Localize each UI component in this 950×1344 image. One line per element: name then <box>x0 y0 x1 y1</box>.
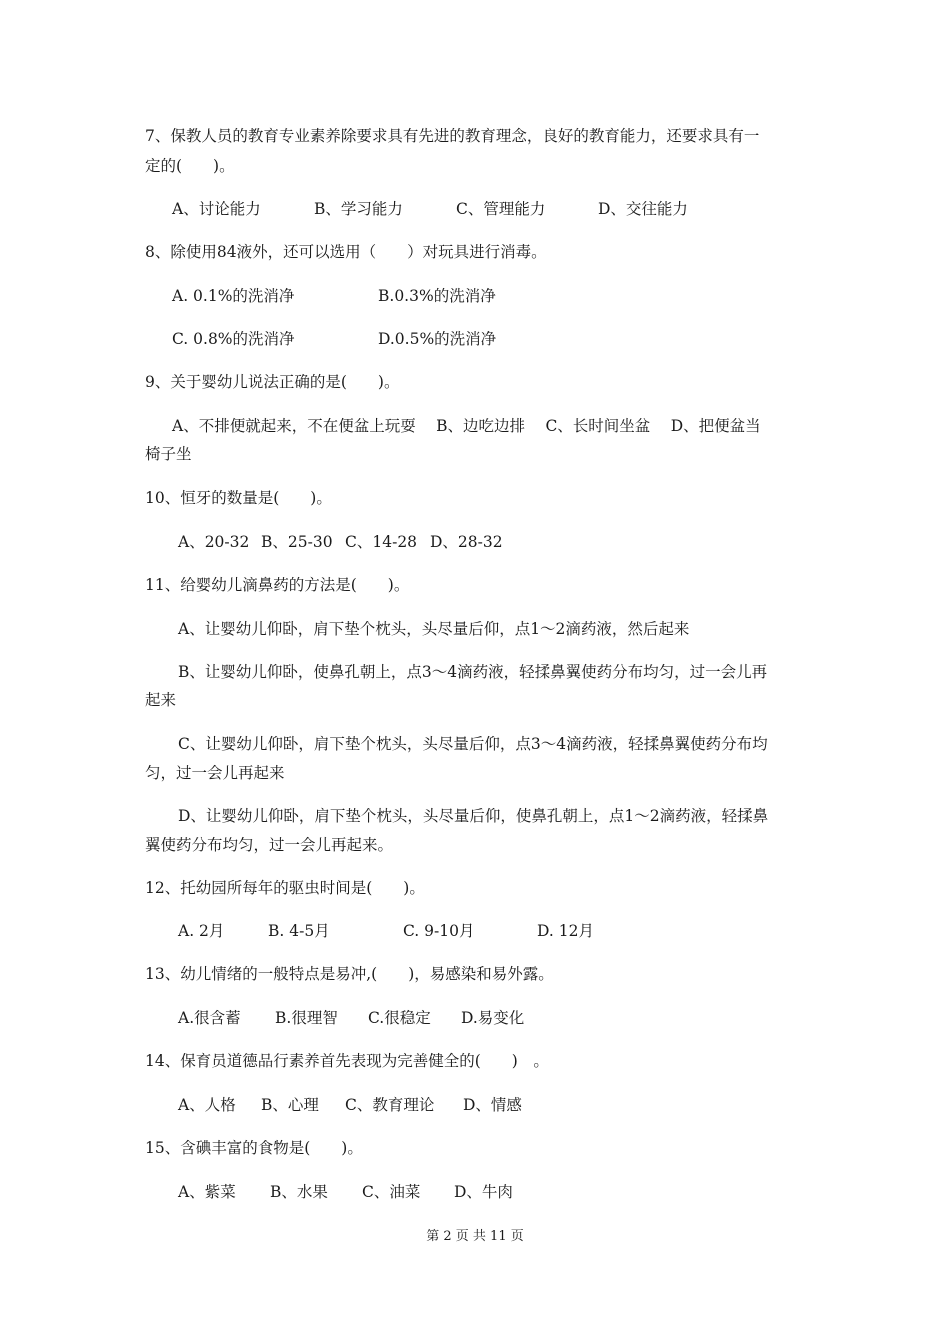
option-b: B. 4-5月 <box>268 922 330 940</box>
option-a: A. 2月 <box>178 922 225 940</box>
question-15-stem: 15、含碘丰富的食物是( )。 <box>145 1139 363 1157</box>
question-8-option-b: B.0.3%的洗消净 <box>378 287 496 305</box>
option-b: B、学习能力 <box>314 200 403 218</box>
question-8-stem: 8、除使用84液外，还可以选用（ ）对玩具进行消毒。 <box>145 243 547 261</box>
option-b: B、25-30 <box>261 533 333 551</box>
option-c: C. 9-10月 <box>403 922 475 940</box>
option-c: C、教育理论 <box>345 1096 435 1114</box>
question-11-option-d: D、让婴幼儿仰卧，肩下垫个枕头，头尽量后仰，使鼻孔朝上，点1～2滴药液，轻揉鼻 <box>178 807 769 825</box>
question-11-option-c-continued: 匀，过一会儿再起来 <box>145 764 285 782</box>
question-13-options <box>178 1008 524 1028</box>
option-a: A、讨论能力 <box>172 200 261 218</box>
option-d: D、28-32 <box>430 533 503 551</box>
question-11-option-c: C、让婴幼儿仰卧，肩下垫个枕头，头尽量后仰，点3～4滴药液，轻揉鼻翼使药分布均 <box>178 735 768 753</box>
option-c: C、14-28 <box>345 533 418 551</box>
option-a: A、人格 <box>178 1096 236 1114</box>
question-11-stem: 11、给婴幼儿滴鼻药的方法是( )。 <box>145 576 410 594</box>
question-9-options: A、不排便就起来，不在便盆上玩耍 B、边吃边排 C、长时间坐盆 D、把便盆当 <box>172 417 761 435</box>
option-d: D、交往能力 <box>598 200 688 218</box>
question-8-option-c: C. 0.8%的洗消净 <box>172 330 295 348</box>
option-c: C、油菜 <box>362 1183 421 1201</box>
option-d: D、情感 <box>463 1096 522 1114</box>
question-9-options-continued: 椅子坐 <box>145 445 192 463</box>
option-d: D、牛肉 <box>454 1183 513 1201</box>
question-12-stem: 12、托幼园所每年的驱虫时间是( )。 <box>145 879 425 897</box>
question-13-stem: 13、幼儿情绪的一般特点是易冲,( )，易感染和易外露。 <box>145 965 554 983</box>
question-11-option-b: B、让婴幼儿仰卧，使鼻孔朝上，点3～4滴药液，轻揉鼻翼使药分布均匀，过一会儿再 <box>178 663 768 681</box>
option-b: B、水果 <box>270 1183 328 1201</box>
question-8-option-a: A. 0.1%的洗消净 <box>172 287 295 305</box>
question-9-stem: 9、关于婴幼儿说法正确的是( )。 <box>145 373 400 391</box>
option-a: A.很含蓄 <box>178 1009 241 1027</box>
question-11-option-d-continued: 翼使药分布均匀，过一会儿再起来。 <box>145 836 394 854</box>
option-b: B.很理智 <box>275 1009 338 1027</box>
page-number-footer: 第 2 页 共 11 页 <box>426 1229 524 1244</box>
question-14-stem: 14、保育员道德品行素养首先表现为完善健全的( ) 。 <box>145 1052 549 1070</box>
question-12-options <box>178 921 594 941</box>
option-b: B、心理 <box>261 1096 319 1114</box>
question-7-stem-continued: 定的( )。 <box>145 157 235 175</box>
option-c: C.很稳定 <box>368 1009 431 1027</box>
question-15-options <box>178 1182 513 1202</box>
question-8-option-d: D.0.5%的洗消净 <box>378 330 497 348</box>
option-a: A、20-32 <box>178 533 250 551</box>
question-7-stem: 7、保教人员的教育专业素养除要求具有先进的教育理念，良好的教育能力，还要求具有一 <box>145 127 760 145</box>
option-d: D. 12月 <box>537 922 594 940</box>
option-d: D.易变化 <box>461 1009 525 1027</box>
option-c: C、管理能力 <box>456 200 546 218</box>
question-11-option-b-continued: 起来 <box>145 691 177 709</box>
question-7-options <box>172 199 688 219</box>
question-11-option-a: A、让婴幼儿仰卧，肩下垫个枕头，头尽量后仰，点1～2滴药液，然后起来 <box>178 620 690 638</box>
question-14-options <box>178 1095 522 1115</box>
option-a: A、紫菜 <box>178 1183 236 1201</box>
question-10-stem: 10、恒牙的数量是( )。 <box>145 489 332 507</box>
question-10-options <box>178 532 503 552</box>
